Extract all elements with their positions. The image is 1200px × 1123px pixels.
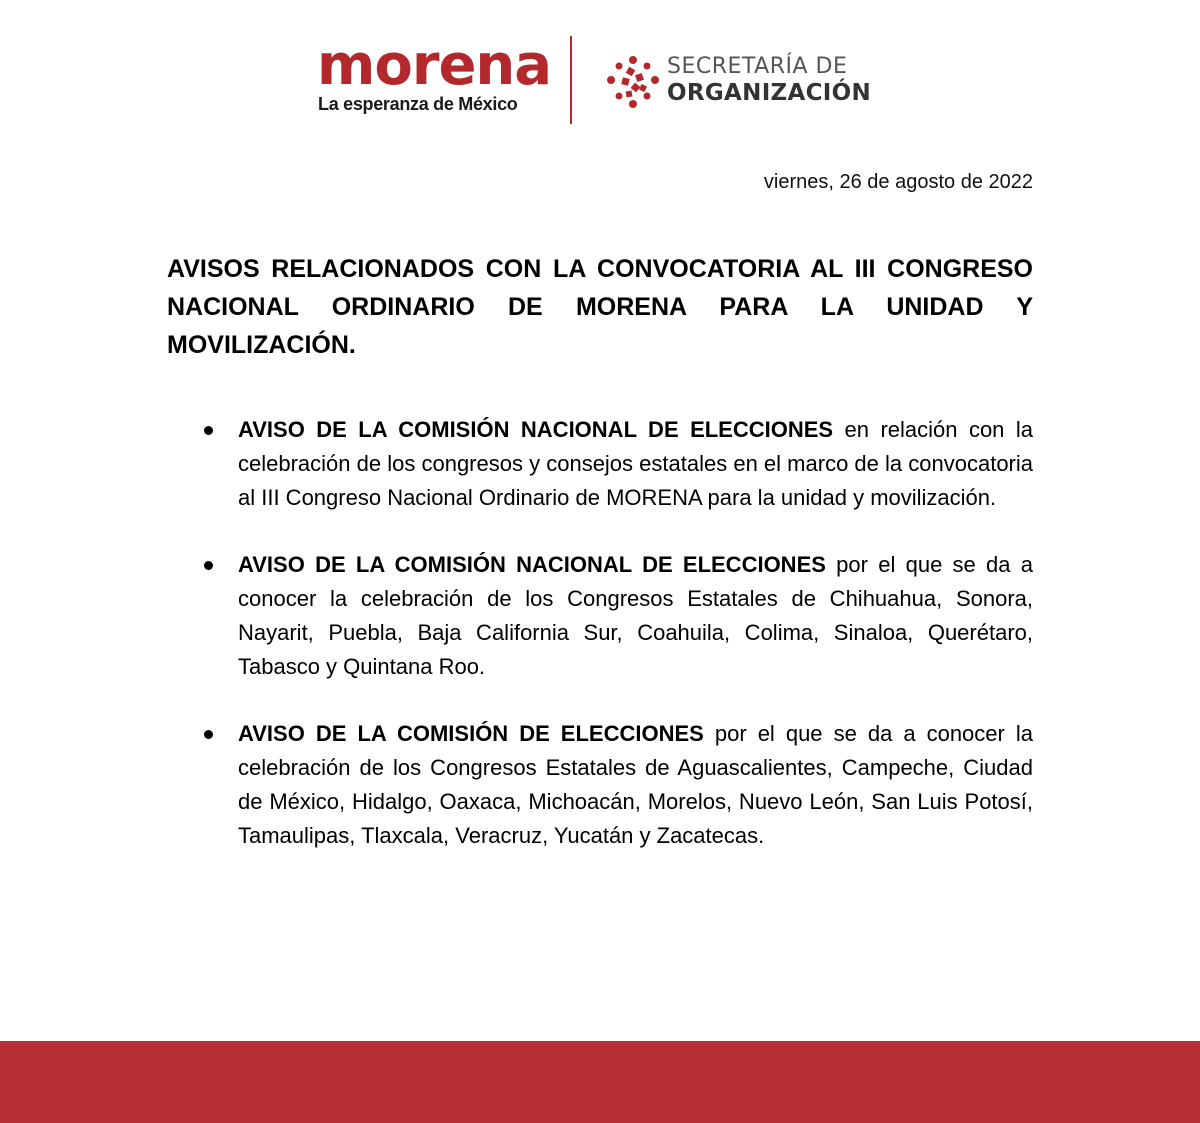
secretaria-logo (605, 52, 895, 112)
morena-tagline: La esperanza de México (318, 94, 518, 114)
notice-heading: AVISO DE LA COMISIÓN NACIONAL DE ELECCIONES (238, 417, 834, 442)
footer-band (0, 1041, 1200, 1123)
bullet-icon (204, 561, 213, 570)
secretaria-title-line2: ORGANIZACIÓN (667, 80, 872, 106)
notice-list (198, 413, 1033, 853)
notice-heading: AVISO DE LA COMISIÓN NACIONAL DE ELECCIONES (238, 552, 826, 577)
secretaria-organizacion-icon (605, 54, 661, 110)
secretaria-title-line1: SECRETARÍA DE (667, 54, 848, 79)
document-title: AVISOS RELACIONADOS CON LA CONVOCATORIA AL III CONGRESO NACIONAL ORDINARIO DE MORENA PARA LA UNIDAD Y MOVILIZACIÓN. (167, 255, 1033, 359)
notice-body: por el que se da a conocer la celebración de los Congresos Estatales de Aguascalientes, Campeche, Ciudad de México, Hidalgo, Oaxaca, Michoacán, Morelos, Nuevo León, San Luis Potosí, Tamaulipas, Tlaxcala, Veracruz, Yucatán y Zacatecas. (238, 721, 1033, 848)
notice-heading: AVISO DE LA COMISIÓN DE ELECCIONES (238, 721, 704, 746)
bullet-icon (204, 730, 213, 739)
document-date: viernes, 26 de agosto de 2022 (763, 171, 1033, 193)
bullet-icon (204, 426, 213, 435)
morena-wordmark: morena (317, 33, 552, 98)
header-divider (570, 36, 572, 124)
notice-item (198, 548, 1033, 684)
letterhead (0, 0, 1200, 140)
notice-item (198, 717, 1033, 853)
morena-logo (317, 33, 552, 114)
notice-item (198, 413, 1033, 515)
notice-body: por el que se da a conocer la celebración de los Congresos Estatales de Chihuahua, Sonora, Nayarit, Puebla, Baja California Sur, Coahuila, Colima, Sinaloa, Querétaro, Tabasco y Quintana Roo. (238, 552, 1033, 679)
notice-body: en relación con la celebración de los congresos y consejos estatales en el marco de la convocatoria al III Congreso Nacional Ordinario de MORENA para la unidad y movilización. (238, 417, 1033, 510)
